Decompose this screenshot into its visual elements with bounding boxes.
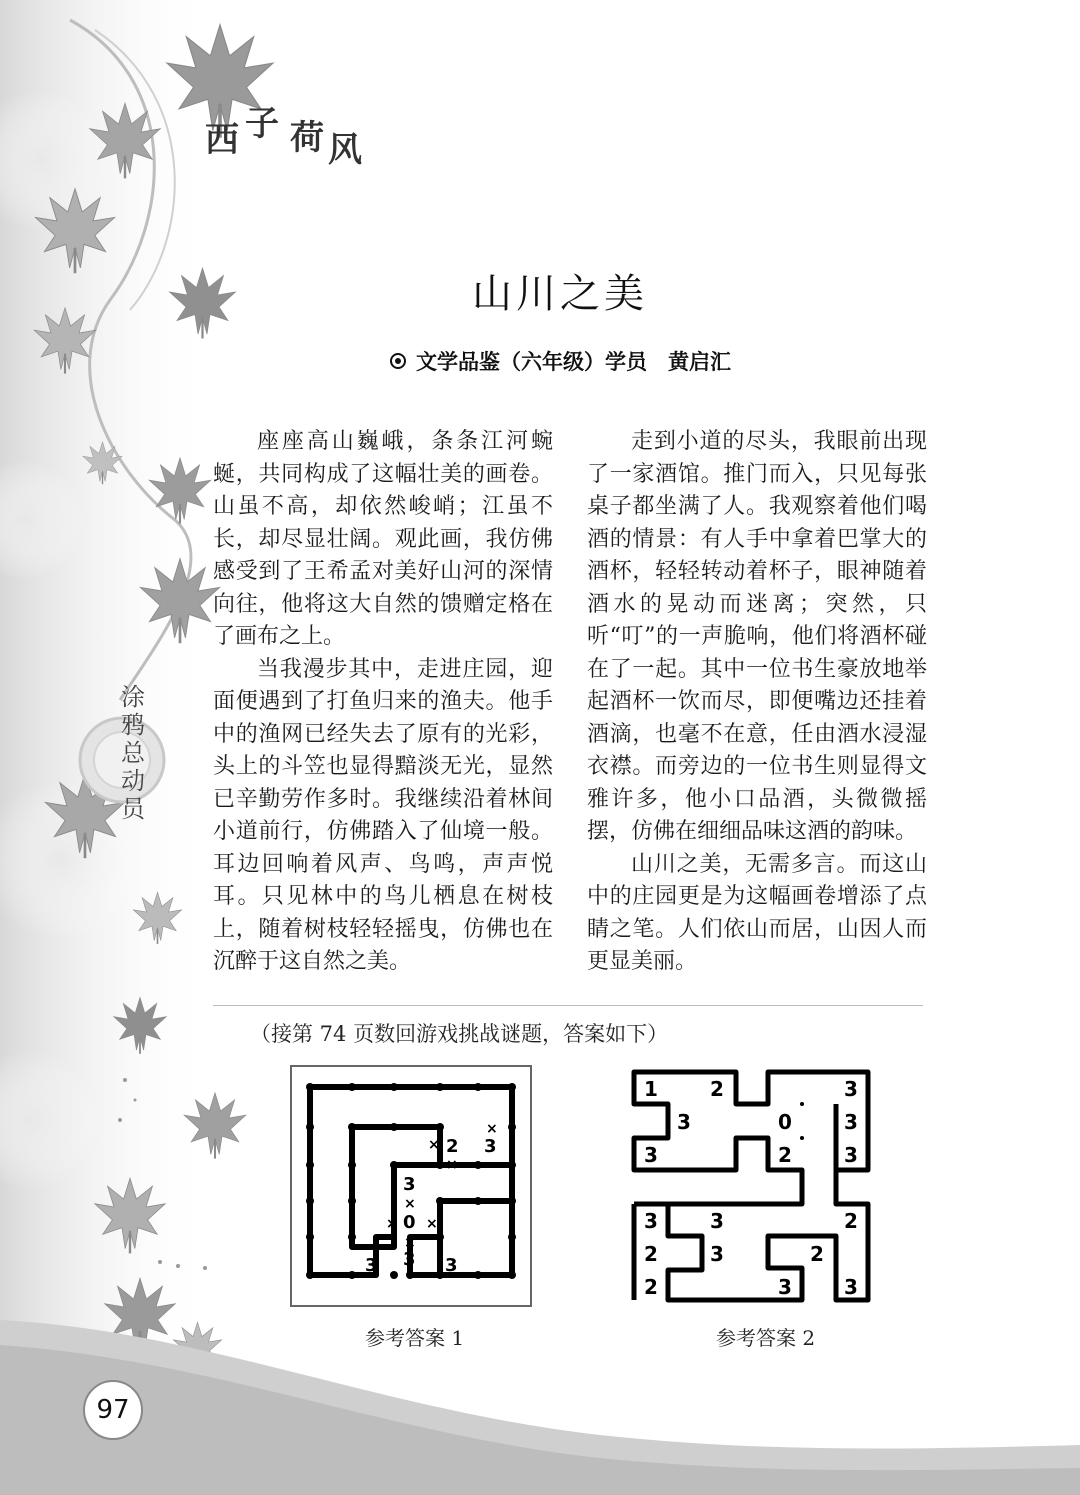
cell-number: 3 [844,1110,858,1134]
paragraph: 座座高山巍峨，条条江河蜿蜒，共同构成了这幅壮美的画卷。山虽不高，却依然峻峭；江虽不长，却尽显壮阔。观此画，我仿佛感受到了王希孟对美好山河的深情向往，他将这大自然的馈赠定格在了画布之上。 [213,429,553,649]
cell-number: 2 [844,1209,858,1233]
cross-mark: × [404,1235,416,1251]
cell-number: 2 [446,1136,459,1157]
answer-2-caption: 参考答案 2 [716,1326,816,1350]
brand-char: 子 [245,104,279,144]
cell-number: 2 [710,1077,724,1101]
article-byline [390,346,731,376]
article-column-right [587,426,927,979]
answer-1-caption: 参考答案 1 [365,1326,465,1350]
cell-number: 2 [644,1275,658,1299]
side-label-char: 总 [121,739,145,767]
cell-number: 3 [710,1209,724,1233]
brand-char: 西 [205,120,239,160]
cell-number: 3 [844,1275,858,1299]
puzzle-answer-2-figure [628,1068,873,1308]
cell-number: 3 [403,1174,416,1195]
cell-number: 3 [677,1110,691,1134]
paragraph: 山川之美，无需多言。而这山中的庄园更是为这幅画卷增添了点睛之笔。人们依山而居，山因人而更显美丽。 [587,851,927,974]
cell-number: 3 [778,1275,792,1299]
cell-number: 3 [644,1143,658,1167]
cell-number: 2 [810,1242,824,1266]
cell-number: 3 [445,1255,458,1276]
cell-number: 3 [844,1077,858,1101]
cell-number: 3 [484,1136,497,1157]
cell-number: 1 [644,1077,658,1101]
side-label-char: 动 [121,767,145,795]
page-number: 97 [83,1380,143,1440]
cross-mark: × [426,1216,438,1232]
cell-number: 0 [403,1212,416,1233]
bullet-icon [390,353,406,369]
article-title: 山川之美 [472,271,648,317]
cross-mark: × [386,1216,398,1232]
cell-number: 0 [778,1110,792,1134]
paragraph: 走到小道的尽头，我眼前出现了一家酒馆。推门而入，只见每张桌子都坐满了人。我观察着他们喝酒的情景：有人手中拿着巴掌大的酒杯，轻轻转动着杯子，眼神随着酒水的晃动而迷离；突然，只听“叮”的一声脆响，他们将酒杯碰在了一起。其中一位书生豪放地举起酒杯一饮而尽，即便嘴边还挂着酒滴，也毫不在意，任由酒水浸湿衣襟。而旁边的一位书生则显得文雅许多，他小口品酒，头微微摇摆，仿佛在细细品味这酒的韵味。 [587,429,927,844]
cell-number: 3 [710,1242,724,1266]
side-label-char: 涂 [121,683,145,711]
paragraph: 当我漫步其中，走进庄园，迎面便遇到了打鱼归来的渔夫。他手中的渔网已经失去了原有的光彩，头上的斗笠也显得黯淡无光，显然已辛勤劳作多时。我继续沿着林间小道前行，仿佛踏入了仙境一般。耳边回响着风声、鸟鸣，声声悦耳。只见林中的鸟儿栖息在树枝上，随着树枝轻轻摇曳，仿佛也在沉醉于这自然之美。 [213,656,553,974]
cell-number: 3 [365,1255,378,1276]
byline-text: 文学品鉴（六年级）学员 黄启汇 [416,350,731,374]
cell-number: 3 [844,1143,858,1167]
cross-mark: × [428,1137,440,1153]
side-column-label [115,683,151,823]
cell-number: 2 [778,1143,792,1167]
side-label-char: 鸦 [121,711,145,739]
side-label-char: 员 [121,795,145,823]
cell-number: 3 [644,1209,658,1233]
puzzle-note: （接第 74 页数回游戏挑战谜题，答案如下） [250,1022,669,1046]
cross-mark: × [486,1121,498,1137]
article-column-left [213,426,553,979]
puzzle-answer-1-figure [290,1065,532,1307]
cross-mark: × [446,1157,458,1173]
section-divider [213,1005,923,1006]
cell-number: 2 [644,1242,658,1266]
loop-path [634,1072,868,1300]
brand-char: 风 [328,130,362,170]
cell-number: 3 [403,1249,416,1270]
cross-mark: × [404,1196,416,1212]
brand-char: 荷 [290,118,324,158]
